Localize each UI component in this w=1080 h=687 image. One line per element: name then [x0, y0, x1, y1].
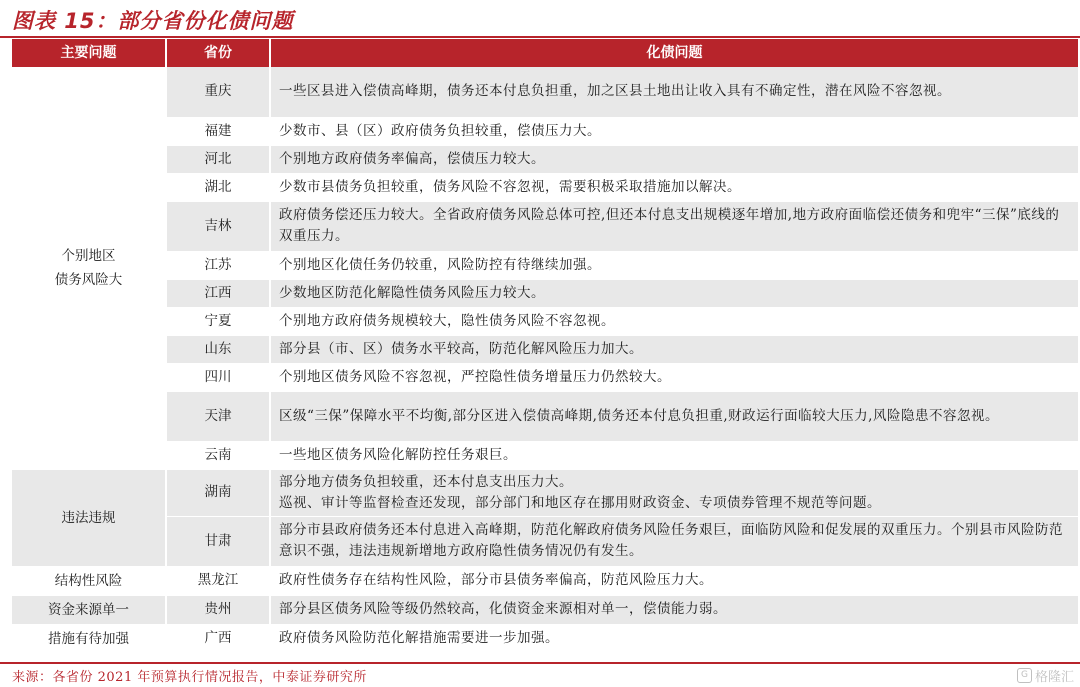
table-row: [12, 335, 1078, 363]
header-main-issue: 主要问题: [12, 39, 166, 67]
issue-cell: 个别地区 债务风险大: [12, 67, 166, 469]
province-cell: 宁夏: [166, 307, 270, 335]
province-cell: 天津: [166, 391, 270, 441]
issue-description-cell: 政府债务偿还压力较大。全省政府债务风险总体可控,但还本付息支出规模逐年增加,地方政府面临偿还债务和兜牢“三保”底线的双重压力。: [270, 201, 1078, 251]
table-row: [12, 391, 1078, 441]
watermark-logo-icon: G: [1017, 668, 1032, 683]
table-row: [12, 595, 1078, 624]
province-cell: 江苏: [166, 251, 270, 279]
province-cell: 福建: [166, 117, 270, 145]
table-row: [12, 307, 1078, 335]
province-cell: 云南: [166, 441, 270, 469]
table-row: [12, 145, 1078, 173]
province-cell: 黑龙江: [166, 566, 270, 595]
province-cell: 江西: [166, 279, 270, 307]
province-cell: 山东: [166, 335, 270, 363]
table-row: [12, 251, 1078, 279]
watermark-text: 格隆汇: [1034, 670, 1074, 685]
issue-description-cell: 少数市、县（区）政府债务负担较重，偿债压力大。: [270, 117, 1078, 145]
title-bar: [0, 0, 1080, 38]
table-row: [12, 516, 1078, 566]
province-cell: 河北: [166, 145, 270, 173]
issue-description-cell: 一些地区债务风险化解防控任务艰巨。: [270, 441, 1078, 469]
table-header-row: [12, 39, 1078, 67]
province-cell: 贵州: [166, 595, 270, 624]
issue-cell: 资金来源单一: [12, 595, 166, 624]
issue-description-cell: 政府性债务存在结构性风险，部分市县债务率偏高，防范风险压力大。: [270, 566, 1078, 595]
issue-description-cell: 政府债务风险防范化解措施需要进一步加强。: [270, 624, 1078, 653]
table-row: [12, 624, 1078, 653]
issue-description-cell: 个别地方政府债务率偏高，偿债压力较大。: [270, 145, 1078, 173]
table-row: [12, 566, 1078, 595]
table-row: [12, 469, 1078, 516]
issue-cell: 违法违规: [12, 469, 166, 566]
issue-description-cell: 区级“三保”保障水平不均衡,部分区进入偿债高峰期,债务还本付息负担重,财政运行面临较大压力,风险隐患不容忽视。: [270, 391, 1078, 441]
issue-description-cell: 少数市县债务负担较重，债务风险不容忽视，需要积极采取措施加以解决。: [270, 173, 1078, 201]
header-debt-issue: 化债问题: [270, 39, 1078, 67]
issue-description-cell: 部分县区债务风险等级仍然较高，化债资金来源相对单一，偿债能力弱。: [270, 595, 1078, 624]
footer: [0, 662, 1080, 687]
province-cell: 广西: [166, 624, 270, 653]
issue-description-cell: 部分市县政府债务还本付息进入高峰期，防范化解政府债务风险任务艰巨，面临防风险和促发展的双重压力。个别县市风险防范意识不强，违法违规新增地方政府隐性债务情况仍有发生。: [270, 516, 1078, 566]
issue-description-cell: 部分地方债务负担较重，还本付息支出压力大。 巡视、审计等监督检查还发现，部分部门和地区存在挪用财政资金、专项债券管理不规范等问题。: [270, 469, 1078, 516]
issue-cell: 结构性风险: [12, 566, 166, 595]
watermark: [1017, 666, 1074, 685]
header-province: 省份: [166, 39, 270, 67]
issue-description-cell: 部分县（市、区）债务水平较高，防范化解风险压力加大。: [270, 335, 1078, 363]
table-row: [12, 67, 1078, 117]
province-cell: 甘肃: [166, 516, 270, 566]
issue-description-cell: 个别地区债务风险不容忽视，严控隐性债务增量压力仍然较大。: [270, 363, 1078, 391]
province-cell: 重庆: [166, 67, 270, 117]
province-cell: 湖南: [166, 469, 270, 516]
page-title: 图表 15：部分省份化债问题: [12, 9, 294, 33]
table-row: [12, 201, 1078, 251]
issue-description-cell: 一些区县进入偿债高峰期，债务还本付息负担重，加之区县土地出让收入具有不确定性，潜在风险不容忽视。: [270, 67, 1078, 117]
issue-description-cell: 个别地区化债任务仍较重，风险防控有待继续加强。: [270, 251, 1078, 279]
province-cell: 吉林: [166, 201, 270, 251]
table-row: [12, 441, 1078, 469]
table-row: [12, 279, 1078, 307]
source-note: 来源：各省份 2021 年预算执行情况报告，中泰证券研究所: [12, 670, 367, 685]
issue-description-cell: 少数地区防范化解隐性债务风险压力较大。: [270, 279, 1078, 307]
table-body: [12, 67, 1078, 653]
debt-issues-table: [12, 39, 1078, 654]
table-row: [12, 117, 1078, 145]
issue-description-cell: 个别地方政府债务规模较大，隐性债务风险不容忽视。: [270, 307, 1078, 335]
table-row: [12, 363, 1078, 391]
issue-cell: 措施有待加强: [12, 624, 166, 653]
province-cell: 湖北: [166, 173, 270, 201]
province-cell: 四川: [166, 363, 270, 391]
table-row: [12, 173, 1078, 201]
